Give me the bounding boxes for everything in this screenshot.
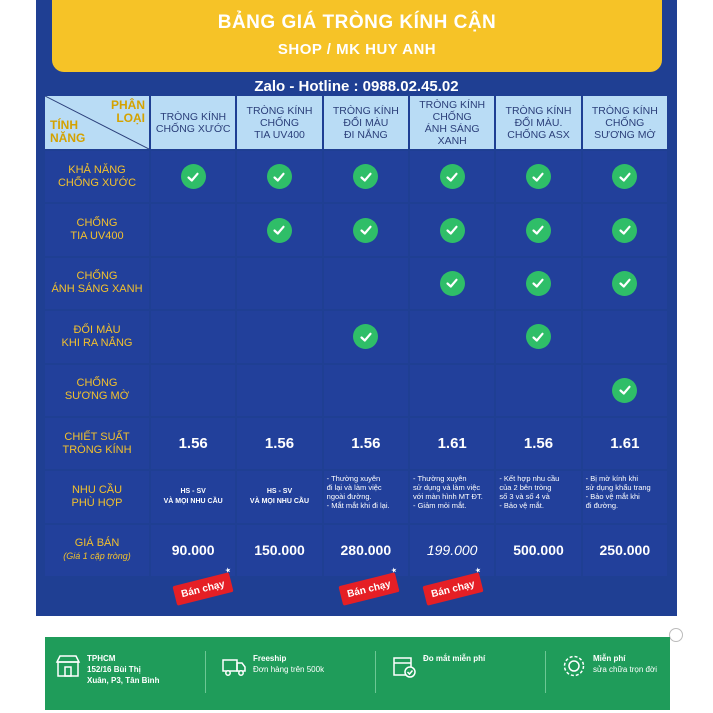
feature-label <box>45 258 149 309</box>
text-line: TRÒNG KÍNH <box>419 98 486 111</box>
needs-text <box>327 474 390 510</box>
refraction-value: 1.61 <box>583 418 667 469</box>
price-value: 199.000 <box>410 525 494 576</box>
price-value: 280.000 <box>324 525 408 576</box>
table-cell <box>496 204 580 255</box>
text-line: VÀ MỌI NHU CẦU <box>163 497 223 505</box>
text-line: CHỐNG <box>605 116 645 129</box>
check-icon <box>181 164 206 189</box>
table-cell <box>324 258 408 309</box>
text-line: đi đường. <box>585 501 619 511</box>
page-title: BẢNG GIÁ TRÒNG KÍNH CẬN <box>217 12 497 33</box>
text-line: sử dụng khẩu trang <box>585 483 651 493</box>
text-line: - Giảm mỏi mắt. <box>413 501 467 511</box>
text-line: SƯƠNG MỜ <box>594 128 656 141</box>
footer-bar <box>45 637 670 710</box>
text-line: (Giá 1 cặp tròng) <box>63 551 131 562</box>
check-icon <box>440 271 465 296</box>
table-cell <box>410 151 494 202</box>
text-line: NHU CẦU <box>71 483 123 496</box>
table-cell <box>496 258 580 309</box>
refraction-value: 1.56 <box>324 418 408 469</box>
column-header <box>410 96 494 149</box>
table-cell <box>583 258 667 309</box>
table-cell <box>583 151 667 202</box>
text-line: ĐI NẮNG <box>343 128 388 141</box>
text-line: SƯƠNG MỜ <box>64 390 130 403</box>
table-cell <box>324 311 408 362</box>
check-icon <box>526 164 551 189</box>
table-cell <box>410 365 494 416</box>
table-cell <box>151 151 235 202</box>
table-cell <box>410 311 494 362</box>
calendar-check-icon <box>391 653 417 679</box>
check-icon <box>267 164 292 189</box>
table-cell <box>583 204 667 255</box>
needs-value <box>410 471 494 522</box>
text-line: - Thường xuyên <box>326 474 381 484</box>
text-line: - Bảo vệ mắt. <box>499 501 544 511</box>
check-icon <box>612 378 637 403</box>
check-icon <box>526 271 551 296</box>
table-cell <box>324 151 408 202</box>
price-value: 500.000 <box>496 525 580 576</box>
table-cell <box>496 365 580 416</box>
text-line: của 2 bên tròng <box>499 483 552 493</box>
text-line: số 3 và số 4 và <box>499 492 550 502</box>
refraction-label <box>45 418 149 469</box>
needs-text <box>586 474 651 510</box>
text-line: ÁNH SÁNG XANH <box>424 122 480 147</box>
column-header-text <box>592 105 658 141</box>
truck-icon <box>221 653 247 679</box>
table-cell <box>237 151 321 202</box>
text-line: ĐỔI MÀU <box>73 323 121 336</box>
text-line: TRÒNG KÍNH <box>62 443 132 456</box>
refraction-value: 1.56 <box>496 418 580 469</box>
text-line: TIA UV400 <box>254 128 305 141</box>
feature-label <box>45 204 149 255</box>
price-value: 250.000 <box>583 525 667 576</box>
feature-label <box>45 311 149 362</box>
table-cell <box>496 311 580 362</box>
best-seller-badge: Bán chạy ★ <box>338 572 399 605</box>
text-line: - Thường xuyên <box>413 474 467 484</box>
needs-value <box>237 471 321 522</box>
text-line: TRÒNG KÍNH <box>246 104 313 117</box>
table-corner <box>45 96 149 149</box>
text-line: TIA UV400 <box>70 230 124 243</box>
text-line: KHẢ NĂNG <box>68 163 126 176</box>
table-cell <box>496 151 580 202</box>
feature-label-text <box>51 270 142 296</box>
check-icon <box>353 164 378 189</box>
refraction-value: 1.56 <box>151 418 235 469</box>
text-line: CHỐNG <box>259 116 300 129</box>
text-line: - Mắt mắt khi đi lại. <box>326 501 390 511</box>
table-cell <box>324 204 408 255</box>
check-icon <box>440 164 465 189</box>
feature-label <box>45 151 149 202</box>
text-line: TRÒNG KÍNH <box>160 110 227 123</box>
table-cell <box>151 311 235 362</box>
feature-label-text <box>58 164 136 190</box>
shop-name: SHOP / MK HUY ANH <box>277 41 437 58</box>
price-value: 150.000 <box>237 525 321 576</box>
text-line: ngoài đường. <box>326 492 372 502</box>
table-cell <box>237 258 321 309</box>
text-line: ĐỔI MÀU. <box>514 116 563 129</box>
column-header <box>237 96 321 149</box>
text-line: ÁNH SÁNG XANH <box>51 283 143 296</box>
text-line: TRÒNG KÍNH <box>332 104 399 117</box>
table-cell <box>237 204 321 255</box>
footer-item-repair: Miễn phí sửa chữa trọn đời <box>561 653 657 679</box>
table-cell <box>151 365 235 416</box>
text-line: - Kết hợp nhu cầu <box>499 474 560 484</box>
column-header-text <box>412 99 492 147</box>
refraction-value: 1.61 <box>410 418 494 469</box>
price-label <box>45 525 149 576</box>
feature-label-text <box>62 324 133 350</box>
table-cell <box>583 311 667 362</box>
text-line: sử dụng và làm việc <box>413 483 481 493</box>
text-line: CHỐNG <box>76 217 118 230</box>
text-line: CHỐNG XƯỚC <box>57 176 137 189</box>
column-header <box>583 96 667 149</box>
text-line: CHỐNG <box>76 270 118 283</box>
column-header-text <box>333 105 399 141</box>
footer-item-address: TPHCM 152/16 Bùi Thị Xuân, P3, Tân Bình <box>55 653 159 686</box>
check-icon <box>526 324 551 349</box>
check-icon <box>612 164 637 189</box>
circle-icon <box>669 628 683 642</box>
column-header-text <box>506 105 572 141</box>
table-cell <box>410 258 494 309</box>
text-line: HS - SV <box>266 487 293 495</box>
text-line: - Bảo vệ mắt khi <box>585 492 640 502</box>
price-value: 90.000 <box>151 525 235 576</box>
needs-text <box>250 487 309 507</box>
best-seller-badge: Bán chạy ★ <box>422 572 483 605</box>
text-line: CHỐNG XƯỚC <box>155 122 231 135</box>
text-line: HS - SV <box>180 487 206 495</box>
table-cell <box>151 258 235 309</box>
text-line: CHỐNG <box>432 110 472 123</box>
column-header <box>324 96 408 149</box>
column-header <box>151 96 235 149</box>
refraction-label-text <box>62 431 131 457</box>
check-icon <box>612 218 637 243</box>
check-icon <box>440 218 465 243</box>
hotline-text: Zalo - Hotline : 0988.02.45.02 <box>254 78 459 95</box>
text-line: KHI RA NẮNG <box>61 336 133 349</box>
column-header-text <box>247 105 313 141</box>
feature-label <box>45 365 149 416</box>
text-line: PHÙ HỢP <box>71 496 123 509</box>
feature-label-text <box>70 217 123 243</box>
needs-value <box>151 471 235 522</box>
corner-feature-label: TÍNH NĂNG <box>50 118 86 145</box>
text-line: VÀ MỌI NHU CẦU <box>249 497 310 505</box>
price-table <box>45 96 667 576</box>
table-cell <box>237 365 321 416</box>
check-icon <box>353 324 378 349</box>
check-icon <box>526 218 551 243</box>
table-cell <box>324 365 408 416</box>
column-header-text <box>156 111 231 135</box>
text-line: ĐỔI MÀU <box>343 116 389 129</box>
needs-label-text <box>72 484 123 510</box>
footer-item-eye-test: Đo mắt miễn phí <box>391 653 485 679</box>
text-line: GIÁ BÁN <box>74 537 120 550</box>
text-line: với màn hình MT ĐT. <box>413 492 483 502</box>
needs-value <box>324 471 408 522</box>
needs-text <box>164 487 223 507</box>
footer-item-freeship: Freeship Đơn hàng trên 500k <box>221 653 324 679</box>
store-icon <box>55 653 81 679</box>
check-icon <box>267 218 292 243</box>
text-line: CHIẾT SUẤT <box>64 430 130 443</box>
text-line: CHỐNG ASX <box>507 128 570 141</box>
check-icon <box>612 271 637 296</box>
table-cell <box>237 311 321 362</box>
column-header <box>496 96 580 149</box>
text-line: TRÒNG KÍNH <box>505 104 572 117</box>
needs-text <box>413 474 483 510</box>
needs-value <box>583 471 667 522</box>
best-seller-badge: Bán chạy ★ <box>172 572 233 605</box>
table-cell <box>410 204 494 255</box>
text-line: - Bị mờ kính khi <box>585 474 639 484</box>
feature-label-text <box>65 377 129 403</box>
needs-text <box>499 474 559 510</box>
table-cell <box>583 365 667 416</box>
text-line: TRÒNG KÍNH <box>591 104 658 117</box>
header-banner <box>52 0 662 72</box>
needs-value <box>496 471 580 522</box>
price-label-text <box>63 537 131 563</box>
text-line: CHỐNG <box>76 377 118 390</box>
check-icon <box>353 218 378 243</box>
table-cell <box>151 204 235 255</box>
gear-icon <box>561 653 587 679</box>
text-line: đi lại và làm việc <box>326 483 382 493</box>
refraction-value: 1.56 <box>237 418 321 469</box>
needs-label <box>45 471 149 522</box>
corner-category-label: PHÂN LOẠI <box>110 98 145 125</box>
